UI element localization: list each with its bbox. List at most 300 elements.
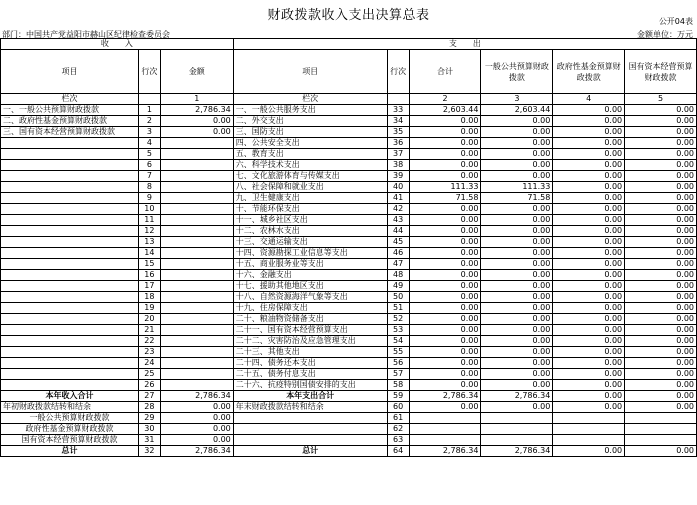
expense-blank xyxy=(553,413,625,424)
expense-item: 二、外交支出 xyxy=(233,116,387,127)
table-row xyxy=(1,259,697,270)
column-1: 1 xyxy=(160,94,233,105)
expense-item: 二十一、国有资本经营预算支出 xyxy=(233,325,387,336)
expense-state-capital: 0.00 xyxy=(625,171,697,182)
expense-item: 三、国防支出 xyxy=(233,127,387,138)
table-row xyxy=(1,116,697,127)
income-row-no: 9 xyxy=(138,193,160,204)
expense-general: 0.00 xyxy=(481,336,553,347)
income-row-no: 13 xyxy=(138,237,160,248)
income-amount: 2,786.34 xyxy=(160,446,233,457)
income-row-no: 23 xyxy=(138,347,160,358)
expense-row-no: 52 xyxy=(387,314,409,325)
income-item: 一般公共预算财政拨款 xyxy=(1,413,139,424)
table-row xyxy=(1,149,697,160)
expense-state-capital: 0.00 xyxy=(625,270,697,281)
expense-general: 2,786.34 xyxy=(481,391,553,402)
income-item: 一、一般公共预算财政拨款 xyxy=(1,105,139,116)
column-2: 2 xyxy=(409,94,481,105)
expense-general: 0.00 xyxy=(481,226,553,237)
table-row xyxy=(1,127,697,138)
expense-total: 111.33 xyxy=(409,182,481,193)
income-amount xyxy=(160,281,233,292)
expense-gov-fund: 0.00 xyxy=(553,215,625,226)
expense-row-no: 39 xyxy=(387,171,409,182)
expense-blank xyxy=(553,424,625,435)
expense-gov-fund: 0.00 xyxy=(553,204,625,215)
expense-state-capital: 0.00 xyxy=(625,160,697,171)
income-section-header: 收 入 xyxy=(1,39,234,50)
expense-item: 四、公共安全支出 xyxy=(233,138,387,149)
general-budget-header: 一般公共预算财政拨款 xyxy=(481,50,553,94)
income-amount xyxy=(160,325,233,336)
expense-row-no: 38 xyxy=(387,160,409,171)
expense-item: 二十、粮油物资储备支出 xyxy=(233,314,387,325)
total-header: 合计 xyxy=(409,50,481,94)
expense-gov-fund: 0.00 xyxy=(553,248,625,259)
expense-row-no: 59 xyxy=(387,391,409,402)
income-row-no: 24 xyxy=(138,358,160,369)
income-item xyxy=(1,193,139,204)
expense-total: 0.00 xyxy=(409,215,481,226)
column-4: 4 xyxy=(553,94,625,105)
expense-blank xyxy=(625,413,697,424)
table-row xyxy=(1,105,697,116)
expense-total: 0.00 xyxy=(409,237,481,248)
income-item xyxy=(1,171,139,182)
expense-state-capital: 0.00 xyxy=(625,369,697,380)
income-item: 国有资本经营预算财政拨款 xyxy=(1,435,139,446)
expense-total: 0.00 xyxy=(409,248,481,259)
expense-item: 二十五、债务付息支出 xyxy=(233,369,387,380)
expense-state-capital: 0.00 xyxy=(625,347,697,358)
department-label: 部门：中国共产党益阳市赫山区纪律检查委员会 xyxy=(2,30,170,39)
table-row xyxy=(1,424,697,435)
income-amount: 2,786.34 xyxy=(160,391,233,402)
income-amount xyxy=(160,193,233,204)
income-item xyxy=(1,160,139,171)
income-item xyxy=(1,281,139,292)
expense-item: 本年支出合计 xyxy=(233,391,387,402)
table-row xyxy=(1,171,697,182)
expense-total: 0.00 xyxy=(409,358,481,369)
income-row-no: 20 xyxy=(138,314,160,325)
expense-blank xyxy=(409,413,481,424)
income-item xyxy=(1,149,139,160)
expense-row-no: 43 xyxy=(387,215,409,226)
expense-general: 0.00 xyxy=(481,259,553,270)
income-amount xyxy=(160,149,233,160)
income-row-no: 27 xyxy=(138,391,160,402)
expense-blank xyxy=(409,435,481,446)
income-item: 年初财政拨款结转和结余 xyxy=(1,402,139,413)
expense-gov-fund: 0.00 xyxy=(553,182,625,193)
income-row-no: 3 xyxy=(138,127,160,138)
income-item xyxy=(1,204,139,215)
expense-item: 二十三、其他支出 xyxy=(233,347,387,358)
income-amount: 0.00 xyxy=(160,116,233,127)
table-row xyxy=(1,204,697,215)
table-row xyxy=(1,215,697,226)
expense-row-no: 53 xyxy=(387,325,409,336)
income-item: 政府性基金预算财政拨款 xyxy=(1,424,139,435)
expense-item: 二十二、灾害防治及应急管理支出 xyxy=(233,336,387,347)
expense-state-capital: 0.00 xyxy=(625,215,697,226)
income-amount xyxy=(160,347,233,358)
income-item xyxy=(1,259,139,270)
table-row xyxy=(1,402,697,413)
expense-general: 0.00 xyxy=(481,160,553,171)
expense-total: 0.00 xyxy=(409,325,481,336)
expense-state-capital: 0.00 xyxy=(625,105,697,116)
expense-row-no: 34 xyxy=(387,116,409,127)
income-amount xyxy=(160,259,233,270)
expense-total: 0.00 xyxy=(409,270,481,281)
expense-row-no: 45 xyxy=(387,237,409,248)
expense-general: 0.00 xyxy=(481,127,553,138)
income-item xyxy=(1,380,139,391)
income-row-no: 14 xyxy=(138,248,160,259)
expense-item: 十二、农林水支出 xyxy=(233,226,387,237)
income-amount xyxy=(160,237,233,248)
column-blank-expense xyxy=(387,94,409,105)
income-row-no: 29 xyxy=(138,413,160,424)
expense-total: 0.00 xyxy=(409,160,481,171)
table-row xyxy=(1,380,697,391)
income-item xyxy=(1,292,139,303)
expense-item: 十、节能环保支出 xyxy=(233,204,387,215)
income-item: 二、政府性基金预算财政拨款 xyxy=(1,116,139,127)
expense-state-capital: 0.00 xyxy=(625,391,697,402)
income-amount: 0.00 xyxy=(160,127,233,138)
expense-gov-fund: 0.00 xyxy=(553,292,625,303)
expense-row-no: 48 xyxy=(387,270,409,281)
income-row-no: 31 xyxy=(138,435,160,446)
expense-row-no: 63 xyxy=(387,435,409,446)
expense-general: 0.00 xyxy=(481,149,553,160)
income-item xyxy=(1,347,139,358)
expense-row-no: 61 xyxy=(387,413,409,424)
expense-gov-fund: 0.00 xyxy=(553,270,625,281)
income-amount xyxy=(160,380,233,391)
table-row xyxy=(1,303,697,314)
expense-general: 0.00 xyxy=(481,347,553,358)
expense-state-capital: 0.00 xyxy=(625,402,697,413)
expense-row-no: 33 xyxy=(387,105,409,116)
column-blank xyxy=(138,94,160,105)
expense-row-no: 35 xyxy=(387,127,409,138)
expense-row-no: 44 xyxy=(387,226,409,237)
expense-general: 0.00 xyxy=(481,116,553,127)
unit-label: 金额单位：万元 xyxy=(637,30,693,39)
income-row-no: 18 xyxy=(138,292,160,303)
expense-item: 八、社会保障和就业支出 xyxy=(233,182,387,193)
expense-total: 0.00 xyxy=(409,380,481,391)
income-row-no: 8 xyxy=(138,182,160,193)
expense-general: 0.00 xyxy=(481,325,553,336)
income-row-no: 19 xyxy=(138,303,160,314)
expense-general: 0.00 xyxy=(481,204,553,215)
income-amount-header: 金额 xyxy=(160,50,233,94)
expense-gov-fund: 0.00 xyxy=(553,193,625,204)
income-amount xyxy=(160,303,233,314)
expense-gov-fund: 0.00 xyxy=(553,116,625,127)
expense-gov-fund: 0.00 xyxy=(553,281,625,292)
table-row xyxy=(1,446,697,457)
income-item xyxy=(1,336,139,347)
table-row xyxy=(1,237,697,248)
expense-blank xyxy=(409,424,481,435)
expense-state-capital: 0.00 xyxy=(625,303,697,314)
expense-row-no: 50 xyxy=(387,292,409,303)
income-amount xyxy=(160,182,233,193)
gov-fund-header: 政府性基金预算财政拨款 xyxy=(553,50,625,94)
expense-row-no: 56 xyxy=(387,358,409,369)
table-row xyxy=(1,193,697,204)
income-amount xyxy=(160,292,233,303)
expense-item: 年末财政拨款结转和结余 xyxy=(233,402,387,413)
expense-total: 0.00 xyxy=(409,204,481,215)
income-item: 本年收入合计 xyxy=(1,391,139,402)
income-row-no: 10 xyxy=(138,204,160,215)
expense-general: 0.00 xyxy=(481,215,553,226)
table-row xyxy=(1,314,697,325)
expense-general: 0.00 xyxy=(481,358,553,369)
expense-total: 0.00 xyxy=(409,402,481,413)
expense-row-no: 42 xyxy=(387,204,409,215)
expense-section-header: 支 出 xyxy=(233,39,696,50)
report-title: 财政拨款收入支出决算总表 xyxy=(267,8,430,23)
income-item xyxy=(1,303,139,314)
column-3: 3 xyxy=(481,94,553,105)
income-row-no: 4 xyxy=(138,138,160,149)
income-item-header: 项目 xyxy=(1,50,139,94)
expense-gov-fund: 0.00 xyxy=(553,105,625,116)
expense-total: 0.00 xyxy=(409,138,481,149)
income-amount xyxy=(160,138,233,149)
expense-gov-fund: 0.00 xyxy=(553,380,625,391)
income-row-no: 22 xyxy=(138,336,160,347)
income-amount xyxy=(160,204,233,215)
income-row-no: 11 xyxy=(138,215,160,226)
expense-state-capital: 0.00 xyxy=(625,248,697,259)
expense-item: 十八、自然资源海洋气象等支出 xyxy=(233,292,387,303)
income-amount: 2,786.34 xyxy=(160,105,233,116)
expense-item: 十五、商业服务业等支出 xyxy=(233,259,387,270)
expense-item: 二十四、债务还本支出 xyxy=(233,358,387,369)
expense-total: 0.00 xyxy=(409,347,481,358)
expense-blank xyxy=(481,424,553,435)
income-amount xyxy=(160,226,233,237)
expense-total: 0.00 xyxy=(409,292,481,303)
expense-row-no: 51 xyxy=(387,303,409,314)
state-capital-header: 国有资本经营预算财政拨款 xyxy=(625,50,697,94)
expense-general: 0.00 xyxy=(481,314,553,325)
expense-total: 2,786.34 xyxy=(409,391,481,402)
expense-total: 0.00 xyxy=(409,226,481,237)
income-amount: 0.00 xyxy=(160,413,233,424)
income-row-no: 16 xyxy=(138,270,160,281)
expense-state-capital: 0.00 xyxy=(625,204,697,215)
table-row xyxy=(1,358,697,369)
income-item: 三、国有资本经营预算财政拨款 xyxy=(1,127,139,138)
expense-row-no: 55 xyxy=(387,347,409,358)
income-item xyxy=(1,369,139,380)
column-label: 栏次 xyxy=(1,94,139,105)
income-amount: 0.00 xyxy=(160,435,233,446)
expense-general: 0.00 xyxy=(481,237,553,248)
income-row-no: 6 xyxy=(138,160,160,171)
expense-general: 0.00 xyxy=(481,281,553,292)
expense-item: 七、文化旅游体育与传媒支出 xyxy=(233,171,387,182)
expense-gov-fund: 0.00 xyxy=(553,336,625,347)
expense-total: 0.00 xyxy=(409,149,481,160)
income-row-no: 28 xyxy=(138,402,160,413)
income-item xyxy=(1,226,139,237)
expense-item: 六、科学技术支出 xyxy=(233,160,387,171)
expense-gov-fund: 0.00 xyxy=(553,226,625,237)
income-item xyxy=(1,237,139,248)
expense-total: 71.58 xyxy=(409,193,481,204)
expense-item: 九、卫生健康支出 xyxy=(233,193,387,204)
income-row-no: 2 xyxy=(138,116,160,127)
table-row xyxy=(1,138,697,149)
table-row xyxy=(1,270,697,281)
table-row xyxy=(1,226,697,237)
expense-row-no: 60 xyxy=(387,402,409,413)
income-amount xyxy=(160,358,233,369)
income-item: 总计 xyxy=(1,446,139,457)
income-row-no: 1 xyxy=(138,105,160,116)
expense-total: 0.00 xyxy=(409,127,481,138)
expense-row-no: 64 xyxy=(387,446,409,457)
expense-total: 0.00 xyxy=(409,259,481,270)
expense-gov-fund: 0.00 xyxy=(553,358,625,369)
expense-item: 二十六、抗疫特别国债安排的支出 xyxy=(233,380,387,391)
expense-gov-fund: 0.00 xyxy=(553,303,625,314)
table-row xyxy=(1,391,697,402)
expense-state-capital: 0.00 xyxy=(625,127,697,138)
expense-gov-fund: 0.00 xyxy=(553,347,625,358)
income-amount xyxy=(160,270,233,281)
table-row xyxy=(1,435,697,446)
expense-row-no: 54 xyxy=(387,336,409,347)
income-amount xyxy=(160,160,233,171)
expense-state-capital: 0.00 xyxy=(625,325,697,336)
expense-general: 0.00 xyxy=(481,369,553,380)
income-row-no: 30 xyxy=(138,424,160,435)
expense-general: 0.00 xyxy=(481,402,553,413)
expense-item: 十四、资源勘探工业信息等支出 xyxy=(233,248,387,259)
expense-general: 2,786.34 xyxy=(481,446,553,457)
income-row-no: 26 xyxy=(138,380,160,391)
expense-gov-fund: 0.00 xyxy=(553,149,625,160)
expense-general: 0.00 xyxy=(481,270,553,281)
expense-general: 0.00 xyxy=(481,303,553,314)
table-row xyxy=(1,413,697,424)
form-code: 公开04表 xyxy=(658,17,693,26)
income-row-no: 5 xyxy=(138,149,160,160)
table-row xyxy=(1,160,697,171)
expense-gov-fund: 0.00 xyxy=(553,402,625,413)
expense-total: 0.00 xyxy=(409,314,481,325)
income-amount: 0.00 xyxy=(160,402,233,413)
expense-blank xyxy=(481,435,553,446)
expense-state-capital: 0.00 xyxy=(625,281,697,292)
income-amount xyxy=(160,215,233,226)
income-item xyxy=(1,314,139,325)
income-amount xyxy=(160,369,233,380)
expense-row-no-header: 行次 xyxy=(387,50,409,94)
income-row-no: 17 xyxy=(138,281,160,292)
expense-gov-fund: 0.00 xyxy=(553,237,625,248)
table-row xyxy=(1,369,697,380)
expense-gov-fund: 0.00 xyxy=(553,259,625,270)
expense-row-no: 36 xyxy=(387,138,409,149)
income-amount: 0.00 xyxy=(160,424,233,435)
expense-state-capital: 0.00 xyxy=(625,182,697,193)
expense-gov-fund: 0.00 xyxy=(553,138,625,149)
expense-general: 0.00 xyxy=(481,380,553,391)
expense-item: 总计 xyxy=(233,446,387,457)
income-item xyxy=(1,215,139,226)
expense-item xyxy=(233,424,387,435)
income-row-no: 25 xyxy=(138,369,160,380)
income-amount xyxy=(160,248,233,259)
expense-item: 一、一般公共服务支出 xyxy=(233,105,387,116)
expense-row-no: 40 xyxy=(387,182,409,193)
expense-row-no: 58 xyxy=(387,380,409,391)
expense-general: 0.00 xyxy=(481,138,553,149)
expense-total: 2,603.44 xyxy=(409,105,481,116)
income-amount xyxy=(160,314,233,325)
expense-state-capital: 0.00 xyxy=(625,314,697,325)
expense-row-no: 49 xyxy=(387,281,409,292)
expense-blank xyxy=(553,435,625,446)
income-item xyxy=(1,325,139,336)
income-row-no-header: 行次 xyxy=(138,50,160,94)
expense-state-capital: 0.00 xyxy=(625,292,697,303)
table-row xyxy=(1,182,697,193)
expense-gov-fund: 0.00 xyxy=(553,127,625,138)
expense-total: 2,786.34 xyxy=(409,446,481,457)
expense-state-capital: 0.00 xyxy=(625,237,697,248)
expense-total: 0.00 xyxy=(409,281,481,292)
expense-row-no: 62 xyxy=(387,424,409,435)
expense-row-no: 37 xyxy=(387,149,409,160)
expense-item-header: 项目 xyxy=(233,50,387,94)
income-amount xyxy=(160,171,233,182)
expense-item: 十三、交通运输支出 xyxy=(233,237,387,248)
table-row xyxy=(1,325,697,336)
expense-item xyxy=(233,435,387,446)
income-item xyxy=(1,138,139,149)
expense-state-capital: 0.00 xyxy=(625,380,697,391)
income-row-no: 21 xyxy=(138,325,160,336)
expense-state-capital: 0.00 xyxy=(625,336,697,347)
expense-gov-fund: 0.00 xyxy=(553,446,625,457)
expense-total: 0.00 xyxy=(409,336,481,347)
expense-state-capital: 0.00 xyxy=(625,116,697,127)
expense-total: 0.00 xyxy=(409,116,481,127)
expense-blank xyxy=(625,435,697,446)
income-amount xyxy=(160,336,233,347)
expense-gov-fund: 0.00 xyxy=(553,160,625,171)
budget-table xyxy=(0,38,697,457)
table-row xyxy=(1,292,697,303)
expense-row-no: 41 xyxy=(387,193,409,204)
expense-item: 十九、住房保障支出 xyxy=(233,303,387,314)
